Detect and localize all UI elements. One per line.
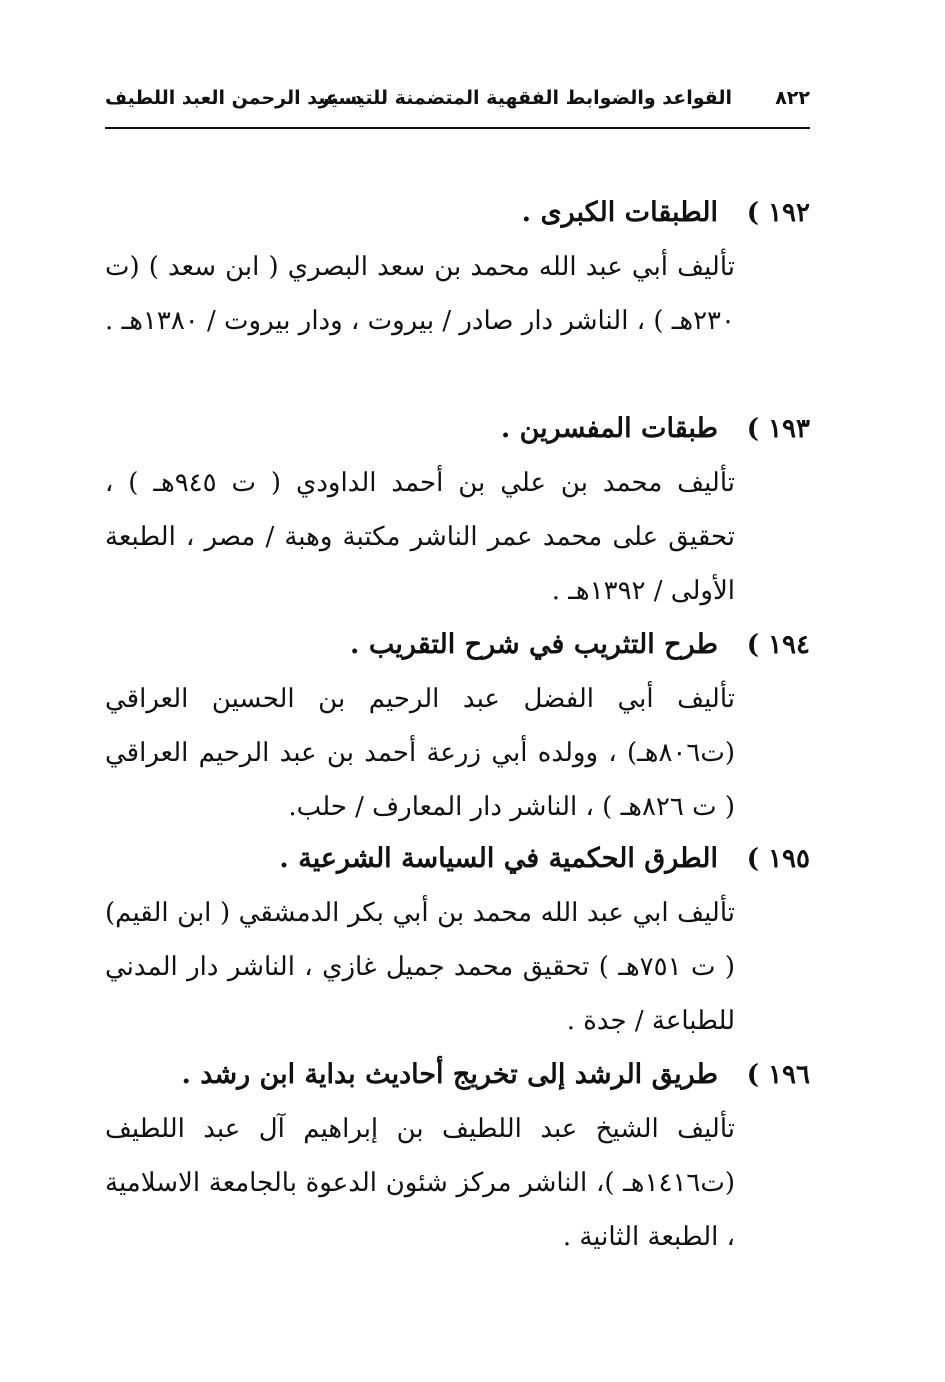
entry-number: ١٩٤ ) (746, 630, 810, 660)
bibliography-entry (105, 188, 810, 408)
entry-description: تأليف ابي عبد الله محمد بن أبي بكر الدمشقي ( ابن القيم) ( ت ٧٥١هـ ) تحقيق محمد جميل غازي ، الناشر دار المدني للطباعة / جدة . (105, 898, 735, 1036)
header-divider (105, 127, 810, 129)
entry-number: ١٩٥ ) (746, 844, 810, 874)
bibliography-entry (105, 404, 810, 624)
author-name: د. عبد الرحمن العبد اللطيف (105, 87, 363, 109)
entry-title: الطرق الحكمية في السياسة الشرعية . (279, 843, 718, 874)
bibliography-entry (105, 1050, 810, 1270)
entry-description: تأليف الشيخ عبد اللطيف بن إبراهيم آل عبد اللطيف (ت١٤١٦هـ )، الناشر مركز شئون الدعوة بالجامعة الاسلامية ، الطبعة الثانية . (105, 1114, 735, 1252)
entry-title: الطبقات الكبرى . (521, 197, 718, 228)
entry-title: طرح التثريب في شرح التقريب . (350, 629, 718, 660)
entry-number: ١٩٣ ) (746, 414, 810, 444)
bibliography-entry (105, 620, 810, 840)
bibliography-entry (105, 834, 810, 1054)
entry-title: طريق الرشد إلى تخريج أحاديث بداية ابن رشد . (181, 1059, 718, 1090)
entry-title: طبقات المفسرين . (500, 413, 718, 444)
book-title: القواعد والضوابط الفقهية المتضمنة للتيسير (318, 87, 732, 109)
entry-number: ١٩٢ ) (746, 198, 810, 228)
entry-description: تأليف محمد بن علي بن أحمد الداودي ( ت ٩٤٥هـ ) ، تحقيق على محمد عمر الناشر مكتبة وهبة / مصر ، الطبعة الأولى / ١٣٩٢هـ . (105, 468, 736, 606)
entry-description: تأليف أبي عبد الله محمد بن سعد البصري ( ابن سعد ) (ت ٢٣٠هـ ) ، الناشر دار صادر / بيروت ، ودار بيروت / ١٣٨٠هـ . (105, 252, 735, 336)
running-header (105, 80, 810, 116)
page-number: ٨٢٢ (775, 87, 810, 109)
entry-number: ١٩٦ ) (746, 1060, 810, 1090)
entry-description: تأليف أبي الفضل عبد الرحيم بن الحسين العراقي (ت٨٠٦هـ) ، وولده أبي زرعة أحمد بن عبد الرحيم العراقي ( ت ٨٢٦هـ ) ، الناشر دار المعارف / حلب. (105, 684, 735, 822)
